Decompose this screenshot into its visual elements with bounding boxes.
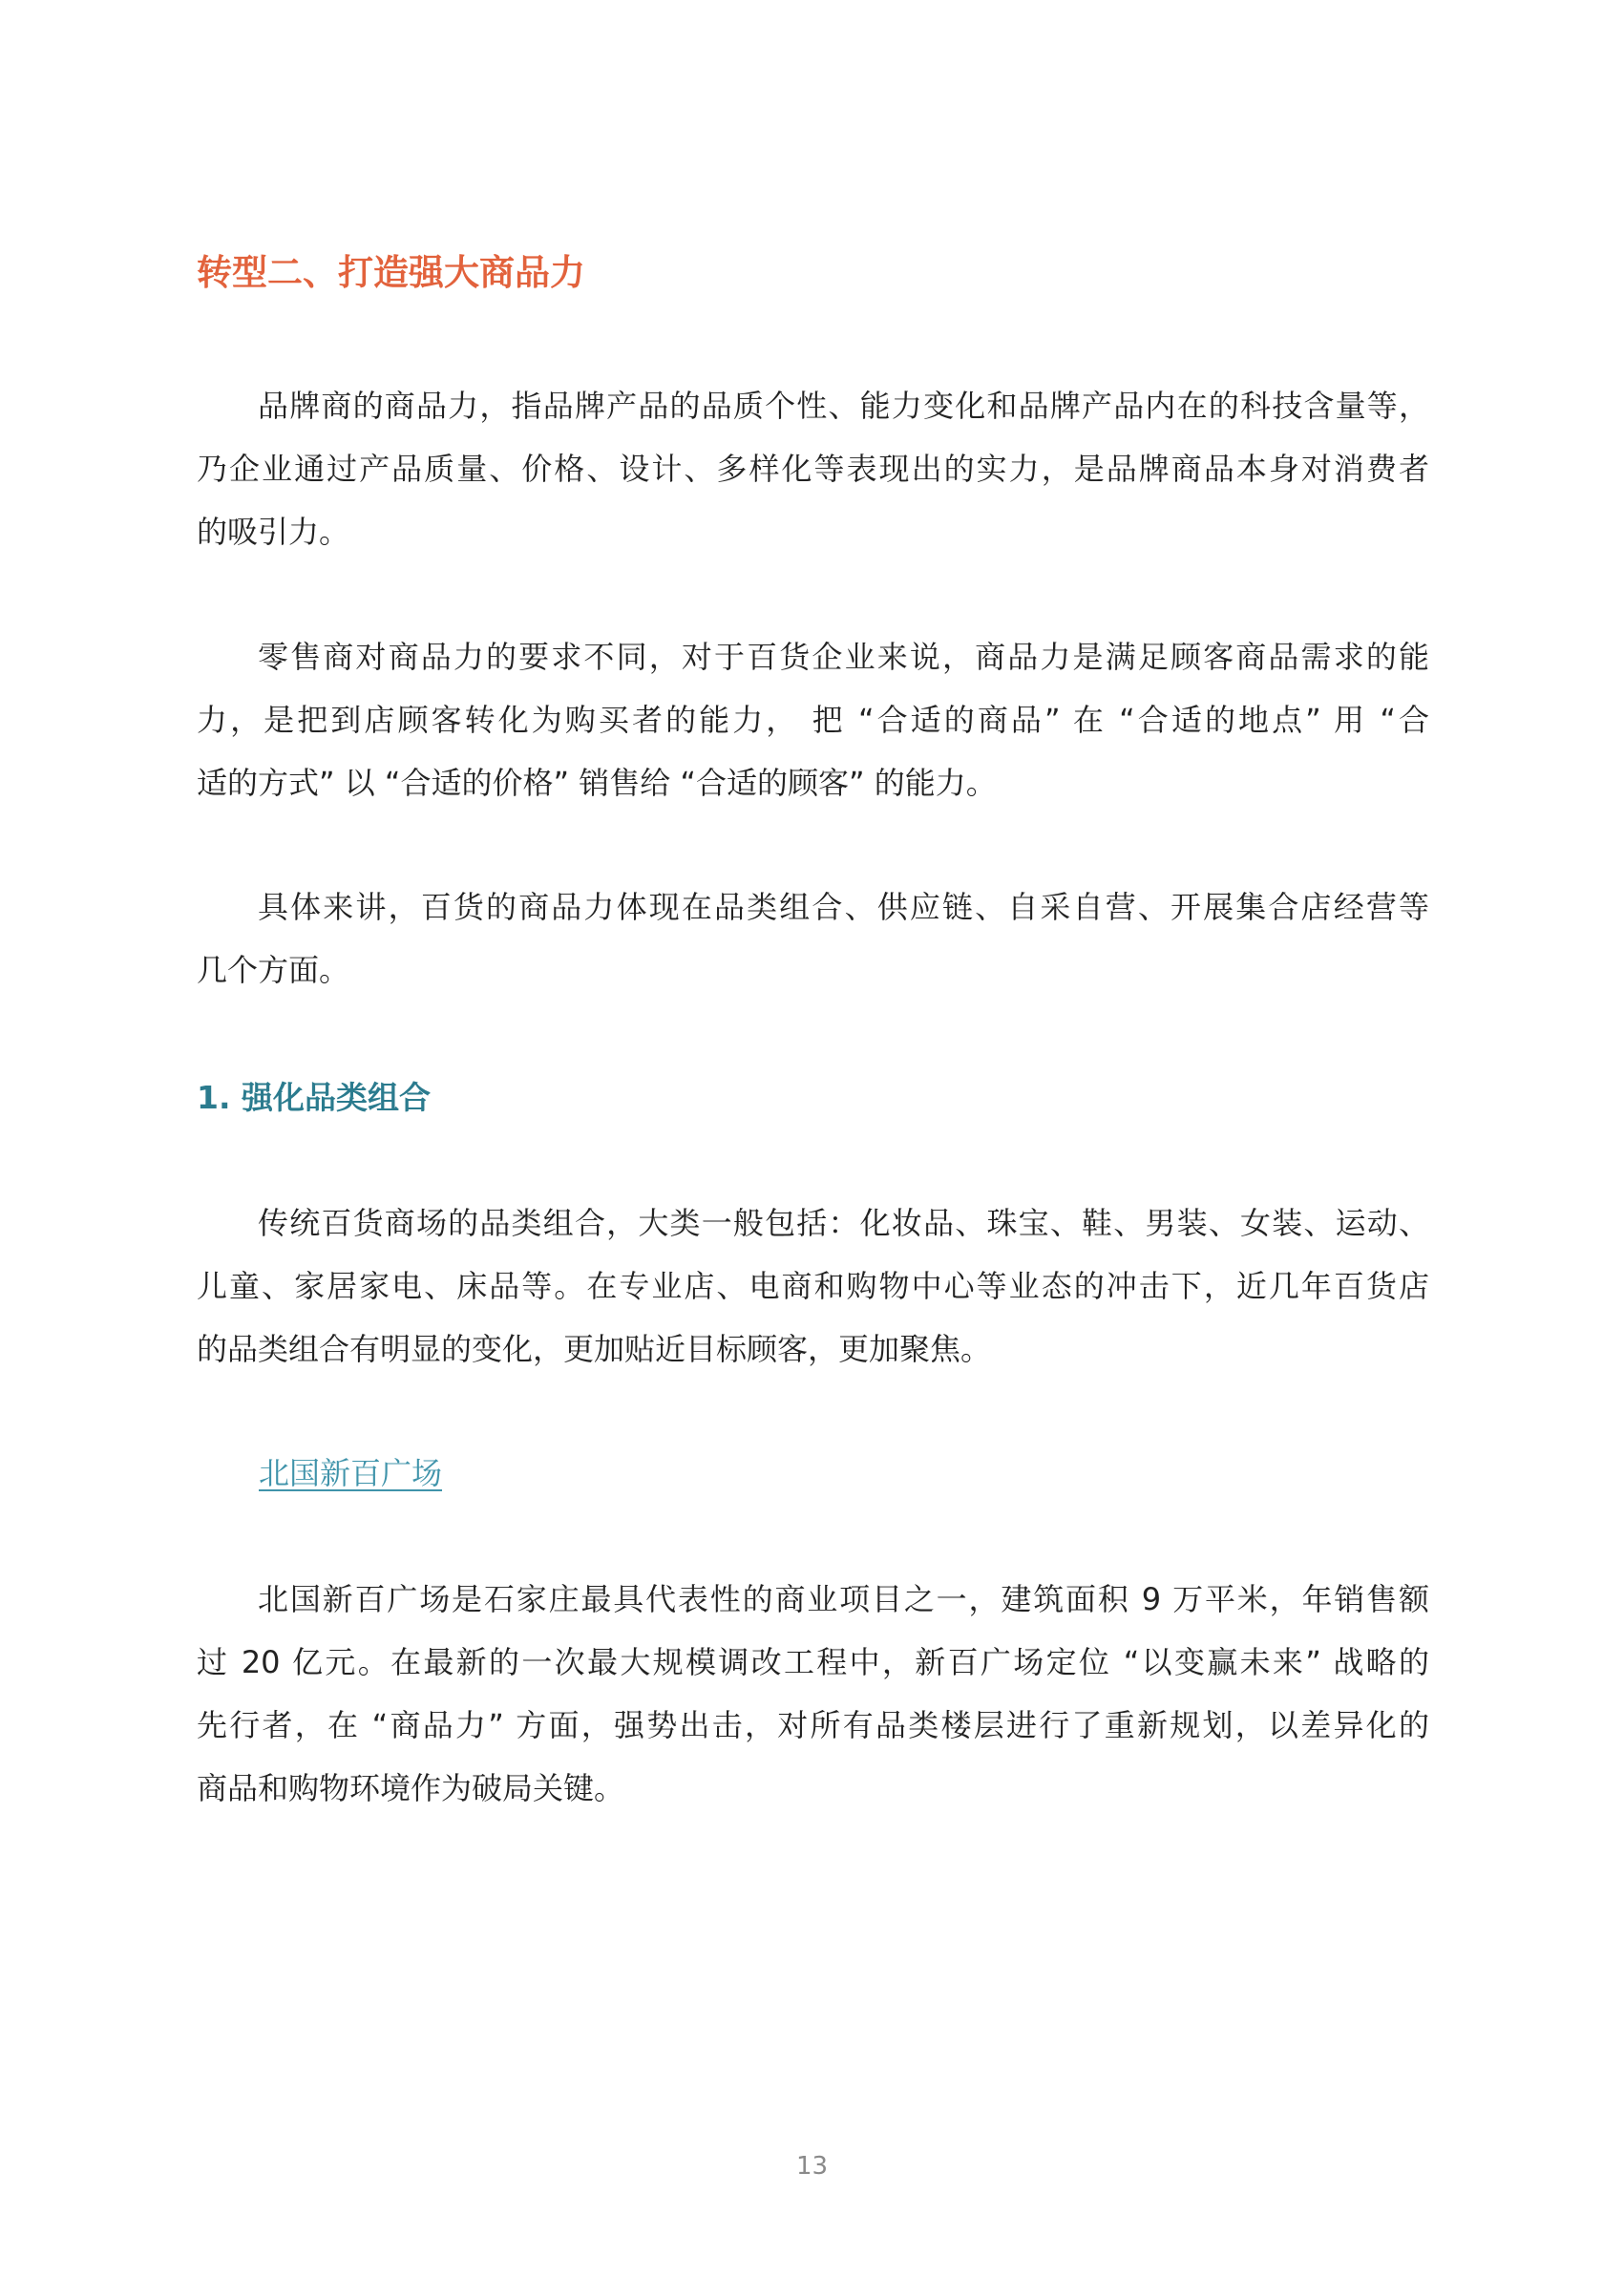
text-line: 的吸引力。: [197, 514, 350, 550]
text-line: 具体来讲，百货的商品力体现在品类组合、供应链、自采自营、开展集合店经营等: [258, 889, 1429, 925]
text-line: 传统百货商场的品类组合，大类一般包括：化妆品、珠宝、鞋、男装、女装、运动、: [258, 1205, 1429, 1241]
text-line: 儿童、家居家电、床品等。在专业店、电商和购物中心等业态的冲击下，近几年百货店: [197, 1268, 1429, 1304]
text-line: 先行者，在 “商品力” 方面，强势出击，对所有品类楼层进行了重新规划，以差异化的: [197, 1707, 1429, 1743]
paragraph-category-mix: [197, 1192, 1429, 1381]
text-line: 过 20 亿元。在最新的一次最大规模调改工程中，新百广场定位 “以变赢未来” 战略的: [197, 1644, 1429, 1680]
section-heading: 转型二、打造强大商品力: [197, 252, 585, 293]
paragraph-department-store-aspects: [197, 875, 1429, 1002]
paragraph-retailer-product-power: [197, 625, 1429, 814]
text-line: 几个方面。: [197, 952, 350, 988]
text-line: 商品和购物环境作为破局关键。: [197, 1770, 625, 1806]
paragraph-case-study: [197, 1568, 1429, 1820]
page-number: 13: [795, 2152, 829, 2181]
paragraph-brand-product-power: [197, 374, 1429, 563]
text-line: 零售商对商品力的要求不同，对于百货企业来说，商品力是满足顾客商品需求的能: [258, 639, 1429, 675]
text-line: 适的方式” 以 “合适的价格” 销售给 “合适的顾客” 的能力。: [197, 765, 997, 801]
text-line: 北国新百广场是石家庄最具代表性的商业项目之一，建筑面积 9 万平米，年销售额: [258, 1581, 1429, 1617]
text-line: 力，是把到店顾客转化为购买者的能力， 把 “合适的商品” 在 “合适的地点” 用 “合: [197, 702, 1429, 738]
subsection-heading: 1. 强化品类组合: [197, 1079, 431, 1116]
case-study-link[interactable]: 北国新百广场: [259, 1455, 443, 1491]
text-line: 的品类组合有明显的变化，更加贴近目标顾客，更加聚焦。: [197, 1331, 992, 1367]
text-line: 乃企业通过产品质量、价格、设计、多样化等表现出的实力，是品牌商品本身对消费者: [197, 451, 1429, 487]
text-line: 品牌商的商品力，指品牌产品的品质个性、能力变化和品牌产品内在的科技含量等，: [258, 388, 1429, 424]
